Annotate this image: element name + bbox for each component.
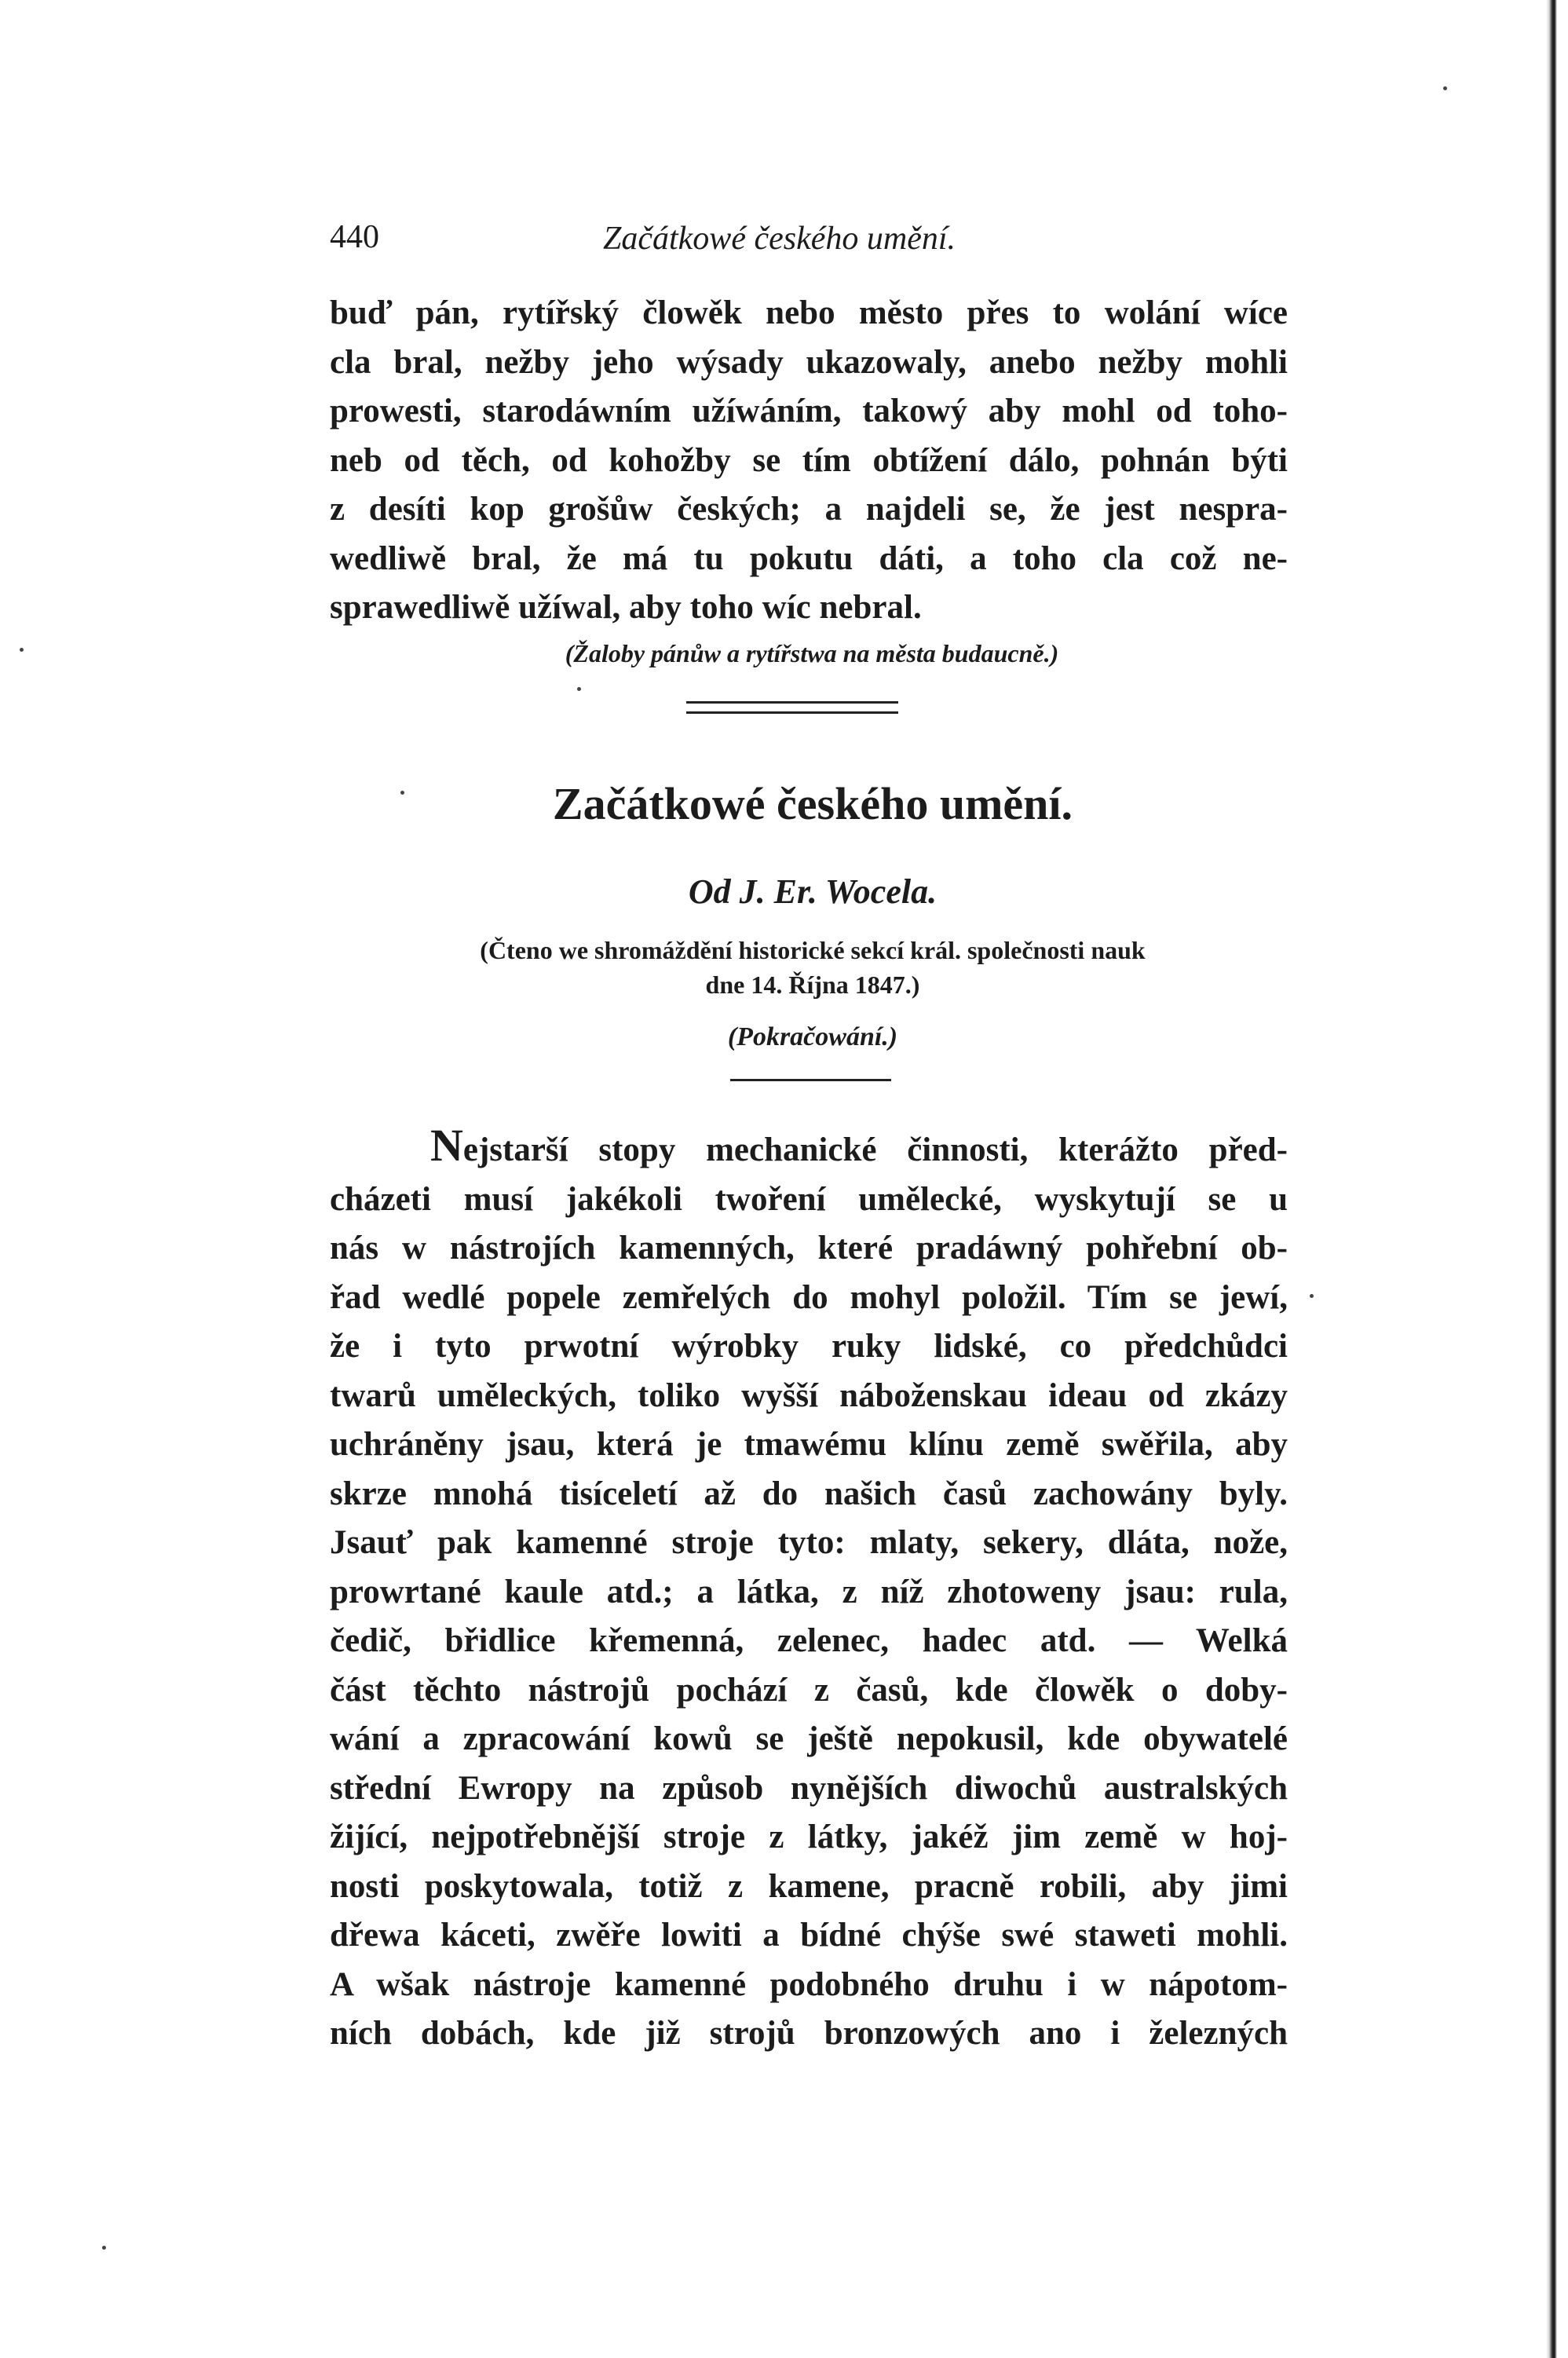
text-line: čedič, břidlice křemenná, zelenec, hadec atd. — Welká bbox=[330, 1622, 1288, 1659]
text-line: řad wedlé popele zemřelých do mohyl položil. Tím se jewí, bbox=[330, 1278, 1288, 1316]
text-line: sprawedliwě užíwal, aby toho wíc nebral. bbox=[330, 589, 922, 626]
text-line: ních dobách, kde již strojů bronzowých ano i železných bbox=[330, 2015, 1288, 2052]
text-line: z desíti kop grošůw českých; a najdeli se, že jest nespra- bbox=[330, 491, 1288, 528]
page-header bbox=[330, 218, 1311, 258]
first-text-line bbox=[330, 1121, 1288, 1175]
reading-note-line: (Čteno we shromáždění historické sekcí král. společnosti nauk bbox=[480, 936, 1146, 964]
reading-note bbox=[369, 933, 1256, 1002]
title-rule bbox=[730, 1079, 891, 1081]
continuation-note: (Pokračowání.) bbox=[727, 1022, 898, 1051]
article-title: Začátkowé českého umění. bbox=[552, 778, 1073, 829]
text-line: A wšak nástroje kamenné podobného druhu i w nápotom- bbox=[330, 1965, 1288, 2003]
text-line: část těchto nástrojů pochází z časů, kde člowěk o doby- bbox=[330, 1671, 1288, 1709]
text-line: neb od těch, od kohožby se tím obtížení dálo, pohnán býti bbox=[330, 441, 1288, 479]
text-line: že i tyto prwotní wýrobky ruky lidské, co předchůdci bbox=[330, 1328, 1288, 1365]
text-line: střední Ewropy na způsob nynějších diwochů australských bbox=[330, 1769, 1288, 1807]
text-line: Jsauť pak kamenné stroje tyto: mlaty, sekery, dláta, nože, bbox=[330, 1524, 1288, 1561]
scan-speck bbox=[1310, 1294, 1314, 1298]
scan-speck bbox=[20, 648, 24, 652]
text-line: wedliwě bral, že má tu pokutu dáti, a toho cla což ne- bbox=[330, 539, 1288, 577]
scan-speck bbox=[577, 687, 581, 691]
text-line: buď pán, rytířský člowěk nebo město přes to wolání wíce bbox=[330, 294, 1288, 331]
section-divider bbox=[686, 701, 898, 714]
text-line: prowesti, starodáwním užíwáním, takowý aby mohl od toho- bbox=[330, 393, 1288, 430]
article-author: Od J. Er. Wocela. bbox=[688, 872, 938, 911]
reading-note-line: dne 14. Října 1847.) bbox=[705, 971, 920, 999]
text-line: nosti poskytowala, totiž z kamene, pracně robili, aby jimi bbox=[330, 1867, 1288, 1905]
text-line: skrze mnohá tisíceletí až do našich časů zachowány byly. bbox=[330, 1475, 1288, 1512]
initial-letter: N bbox=[430, 1120, 463, 1171]
scan-speck bbox=[400, 791, 404, 795]
text-line: prowrtané kaule atd.; a látka, z níž zhotoweny jsau: rula, bbox=[330, 1573, 1288, 1610]
text-line: dřewa káceti, zwěře lowiti a bídné chýše swé staweti mohli. bbox=[330, 1917, 1288, 1954]
running-title: Začátkowé českého umění. bbox=[603, 221, 956, 257]
text-line: cházeti musí jakékoli twoření umělecké, wyskytují se u bbox=[330, 1180, 1288, 1218]
text-line: twarů uměleckých, toliko wyšší náboženskau ideau od zkázy bbox=[330, 1376, 1288, 1414]
scan-speck bbox=[1443, 86, 1447, 90]
page-number: 440 bbox=[330, 219, 379, 255]
text-line: cla bral, nežby jeho wýsady ukazowaly, anebo nežby mohli bbox=[330, 343, 1288, 381]
article-body bbox=[330, 1121, 1288, 2059]
first-line-rest: ejstarší stopy mechanické činnosti, kterážto před- bbox=[462, 1131, 1288, 1168]
source-citation: (Žaloby pánůw a rytířstwa na města budaucně.) bbox=[565, 639, 1059, 667]
scan-speck bbox=[102, 2246, 106, 2250]
text-line: žijící, nejpotřebnější stroje z látky, jakéž jim země w hoj- bbox=[330, 1819, 1288, 1855]
previous-article-text bbox=[330, 289, 1288, 633]
page-edge-shadow bbox=[1546, 0, 1568, 2358]
text-line: uchráněny jsau, která je tmawému klínu země swěřila, aby bbox=[330, 1426, 1288, 1463]
text-line: nás w nástrojích kamenných, které pradáwný pohřební ob- bbox=[330, 1230, 1288, 1267]
text-line: wání a zpracowání kowů se ještě nepokusil, kde obywatelé bbox=[330, 1720, 1288, 1757]
